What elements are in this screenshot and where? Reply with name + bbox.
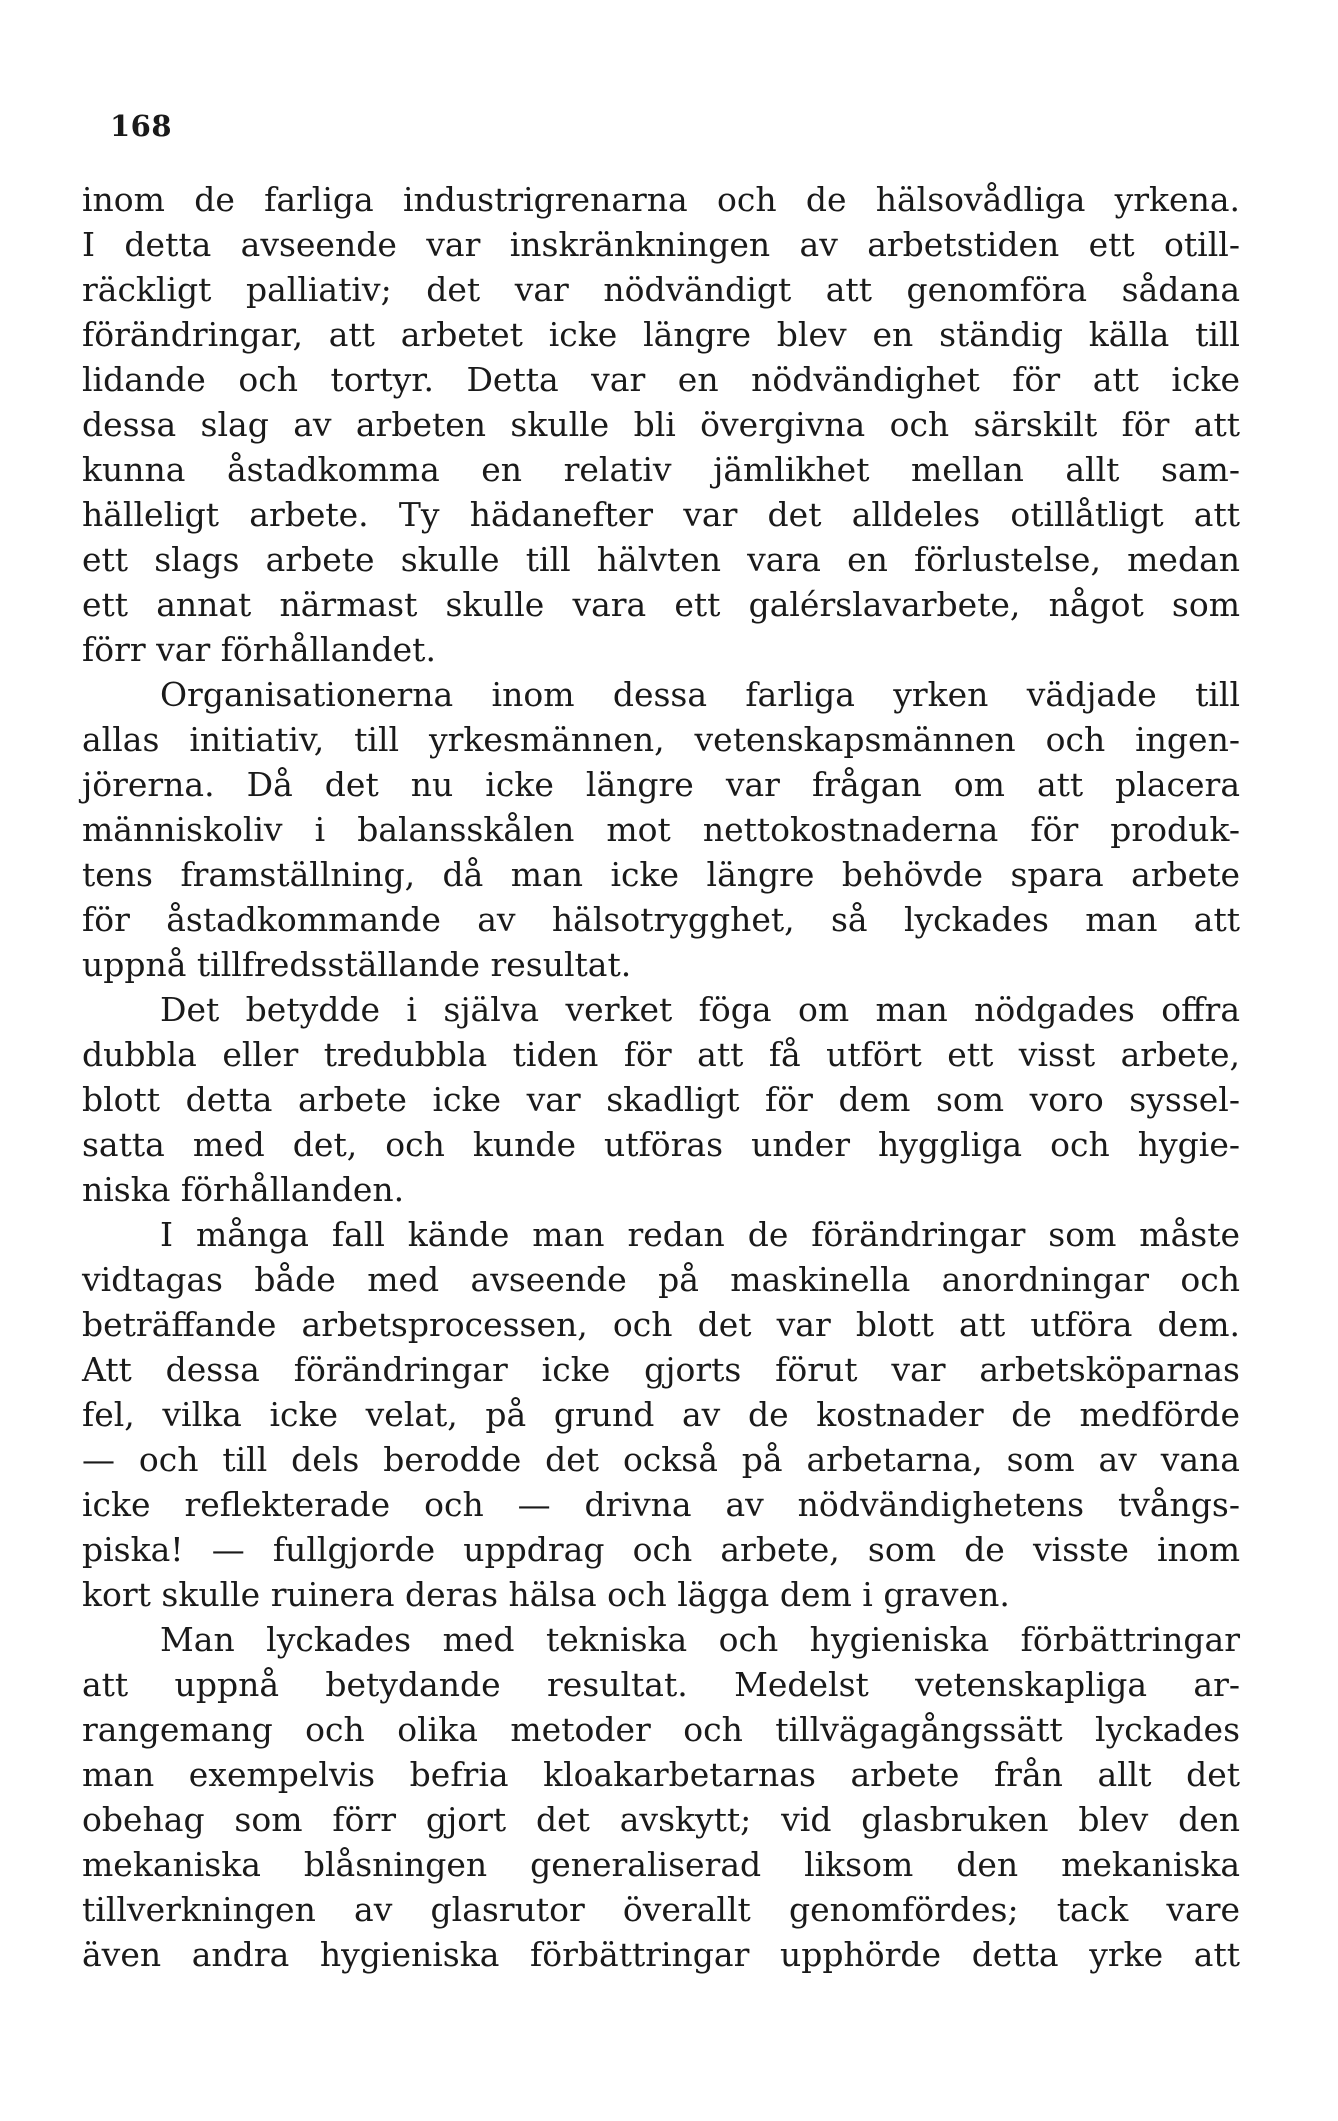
text-line: inom de farliga industrigrenarna och de hälsovådliga yrkena. bbox=[82, 180, 1240, 219]
text-line: icke reflekterade och — drivna av nödvändighetens tvångs- bbox=[82, 1485, 1240, 1524]
text-line: dessa slag av arbeten skulle bli övergivna och särskilt för att bbox=[82, 405, 1240, 444]
text-line: för åstadkommande av hälsotrygghet, så lyckades man att bbox=[82, 900, 1240, 939]
text-line: obehag som förr gjort det avskytt; vid glasbruken blev den bbox=[82, 1800, 1240, 1839]
text-line: att uppnå betydande resultat. Medelst vetenskapliga ar- bbox=[82, 1665, 1240, 1704]
text-line: lidande och tortyr. Detta var en nödvändighet för att icke bbox=[82, 360, 1240, 399]
text-line: Organisationerna inom dessa farliga yrken vädjade till bbox=[160, 675, 1240, 714]
text-line: niska förhållanden. bbox=[82, 1170, 405, 1209]
text-line: hälleligt arbete. Ty hädanefter var det alldeles otillåtligt att bbox=[82, 495, 1240, 534]
text-line: — och till dels berodde det också på arbetarna, som av vana bbox=[82, 1440, 1240, 1479]
text-line: rangemang och olika metoder och tillvägagångssätt lyckades bbox=[82, 1710, 1240, 1749]
text-line: Det betydde i själva verket föga om man nödgades offra bbox=[160, 990, 1240, 1029]
text-line: även andra hygieniska förbättringar upphörde detta yrke att bbox=[82, 1935, 1240, 1974]
text-line: förändringar, att arbetet icke längre blev en ständig källa till bbox=[82, 315, 1240, 354]
text-line: Att dessa förändringar icke gjorts förut var arbetsköparnas bbox=[82, 1350, 1240, 1389]
text-line: förr var förhållandet. bbox=[82, 630, 436, 669]
text-line: fel, vilka icke velat, på grund av de kostnader de medförde bbox=[82, 1395, 1240, 1434]
text-line: satta med det, och kunde utföras under hyggliga och hygie- bbox=[82, 1125, 1240, 1164]
text-line: piska! — fullgjorde uppdrag och arbete, som de visste inom bbox=[82, 1530, 1240, 1569]
text-line: Man lyckades med tekniska och hygieniska förbättringar bbox=[160, 1620, 1240, 1659]
text-line: ett annat närmast skulle vara ett galérslavarbete, något som bbox=[82, 585, 1240, 624]
text-line: tillverkningen av glasrutor överallt genomfördes; tack vare bbox=[82, 1890, 1240, 1929]
text-line: I detta avseende var inskränkningen av arbetstiden ett otill- bbox=[82, 225, 1240, 264]
page-number: 168 bbox=[110, 109, 173, 143]
text-line: mekaniska blåsningen generaliserad liksom den mekaniska bbox=[82, 1845, 1240, 1884]
text-line: kort skulle ruinera deras hälsa och lägga dem i graven. bbox=[82, 1575, 1010, 1614]
text-line: allas initiativ, till yrkesmännen, vetenskapsmännen och ingen- bbox=[82, 720, 1240, 759]
text-line: människoliv i balansskålen mot nettokostnaderna för produk- bbox=[82, 810, 1240, 849]
text-line: tens framställning, då man icke längre behövde spara arbete bbox=[82, 855, 1240, 894]
text-line: man exempelvis befria kloakarbetarnas arbete från allt det bbox=[82, 1755, 1240, 1794]
text-line: dubbla eller tredubbla tiden för att få utfört ett visst arbete, bbox=[82, 1035, 1240, 1074]
text-line: uppnå tillfredsställande resultat. bbox=[82, 945, 632, 984]
text-line: räckligt palliativ; det var nödvändigt att genomföra sådana bbox=[82, 270, 1240, 309]
text-line: ett slags arbete skulle till hälvten vara en förlustelse, medan bbox=[82, 540, 1240, 579]
text-line: I många fall kände man redan de förändringar som måste bbox=[160, 1215, 1240, 1254]
text-line: beträffande arbetsprocessen, och det var blott att utföra dem. bbox=[82, 1305, 1240, 1344]
body-text bbox=[82, 177, 1240, 1977]
text-line: blott detta arbete icke var skadligt för dem som voro syssel- bbox=[82, 1080, 1240, 1119]
text-line: vidtagas både med avseende på maskinella anordningar och bbox=[82, 1260, 1240, 1299]
text-line: jörerna. Då det nu icke längre var frågan om att placera bbox=[82, 765, 1240, 804]
text-line: kunna åstadkomma en relativ jämlikhet mellan allt sam- bbox=[82, 450, 1240, 489]
